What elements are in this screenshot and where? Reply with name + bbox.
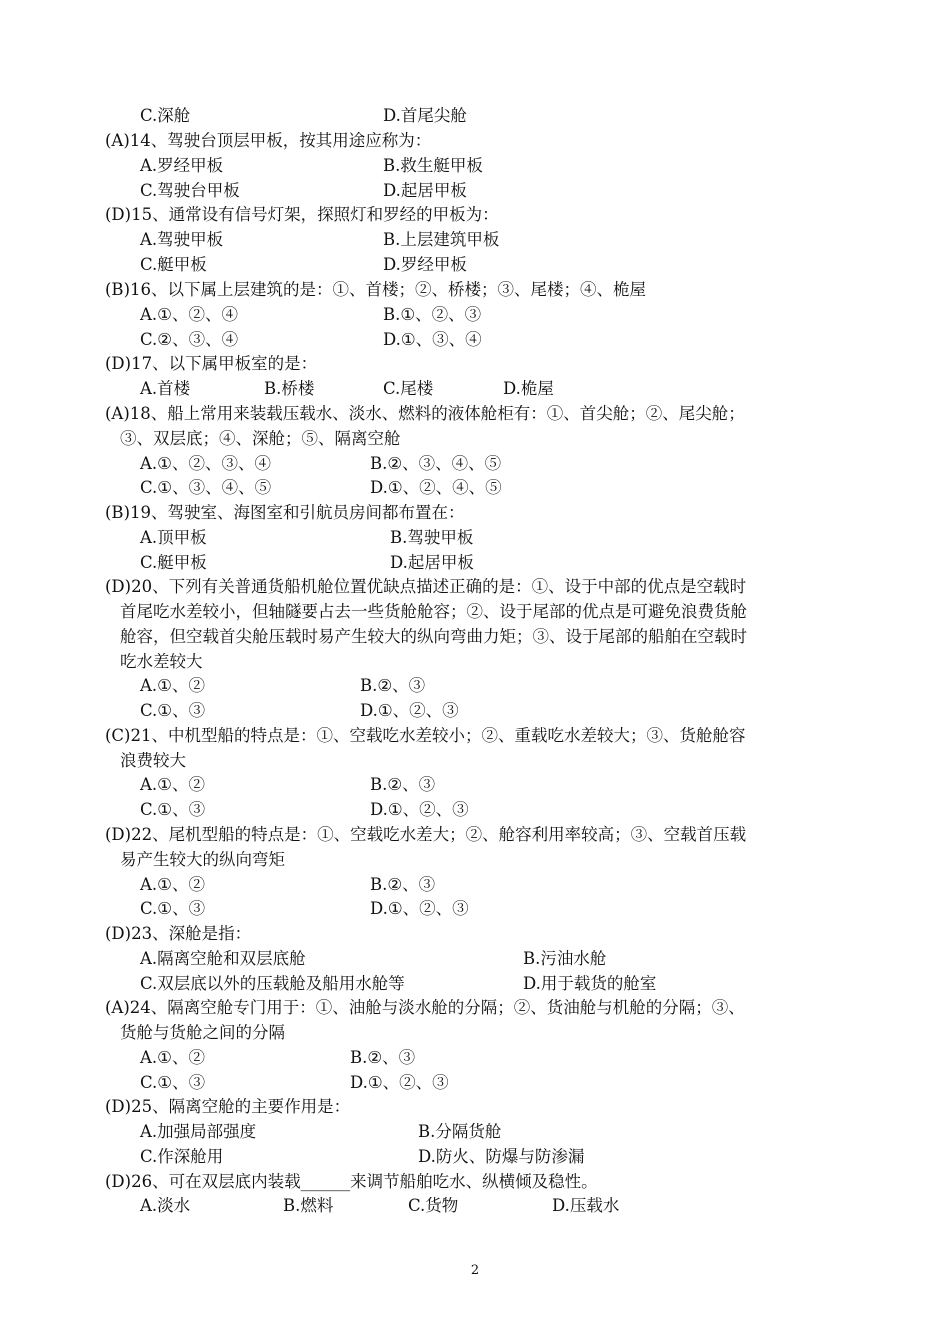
option-c: C.双层底以外的压载舱及船用水舱等 (140, 974, 405, 993)
question-text: 首尾吃水差较小，但轴隧要占去一些货舱舱容；②、设于尾部的优点是可避免浪费货舱 (120, 602, 747, 621)
text-line (0, 476, 950, 501)
option-d: D.用于载货的舱室 (523, 974, 657, 993)
question-text: (D)25、隔离空舱的主要作用是： (105, 1097, 351, 1116)
text-line (0, 328, 950, 353)
text-line (0, 179, 950, 204)
option-c: C.深舱 (140, 106, 191, 125)
question-18 (0, 402, 950, 427)
option-d: D.压载水 (552, 1196, 620, 1215)
option-a: A.①、② (140, 1048, 205, 1067)
text-line (0, 1194, 950, 1219)
option-d: D.防火、防爆与防渗漏 (418, 1147, 585, 1166)
option-c: C.尾楼 (383, 379, 434, 398)
option-a: A.①、②、③、④ (140, 454, 271, 473)
option-b: B.污油水舱 (523, 949, 607, 968)
question-text-continued (0, 1021, 950, 1046)
option-a: A.①、② (140, 775, 205, 794)
question-text: (D)15、通常设有信号灯架，探照灯和罗经的甲板为： (105, 205, 499, 224)
option-c: C.艇甲板 (140, 553, 207, 572)
option-c: C.①、③ (140, 701, 206, 720)
question-text-continued (0, 427, 950, 452)
text-line (0, 1145, 950, 1170)
option-b: B.②、③ (350, 1048, 416, 1067)
text-line (0, 798, 950, 823)
text-line (0, 1071, 950, 1096)
question-text: (D)20、下列有关普通货船机舱位置优缺点描述正确的是：①、设于中部的优点是空载时 (105, 577, 747, 596)
option-b: B.救生艇甲板 (383, 156, 483, 175)
text-line (0, 897, 950, 922)
question-text-continued (0, 600, 950, 625)
question-15 (0, 203, 950, 228)
option-a: A.①、②、④ (140, 305, 238, 324)
option-b: B.②、③ (370, 875, 436, 894)
text-line (0, 972, 950, 997)
option-c: C.①、③ (140, 1073, 206, 1092)
option-b: B.②、③ (370, 775, 436, 794)
question-text: 易产生较大的纵向弯矩 (120, 850, 285, 869)
question-22 (0, 823, 950, 848)
question-23 (0, 922, 950, 947)
option-c: C.①、③ (140, 800, 206, 819)
question-text-continued (0, 625, 950, 650)
text-line (0, 1120, 950, 1145)
text-line (0, 154, 950, 179)
option-a: A.隔离空舱和双层底舱 (140, 949, 306, 968)
text-line (0, 1046, 950, 1071)
option-d: D.首尾尖舱 (383, 106, 467, 125)
text-line (0, 303, 950, 328)
option-b: B.②、③ (360, 676, 426, 695)
option-d: D.起居甲板 (390, 553, 474, 572)
question-text: (A)18、船上常用来装载压载水、淡水、燃料的液体舱柜有：①、首尖舱；②、尾尖舱； (105, 404, 745, 423)
option-d: D.起居甲板 (383, 181, 467, 200)
option-d: D.①、②、③ (360, 701, 459, 720)
option-c: C.①、③ (140, 899, 206, 918)
option-d: D.①、②、④、⑤ (370, 478, 502, 497)
option-c: C.①、③、④、⑤ (140, 478, 272, 497)
question-24 (0, 996, 950, 1021)
question-text: (C)21、中机型船的特点是：①、空载吃水差较小；②、重载吃水差较大；③、货舱舱容 (105, 726, 746, 745)
text-line (0, 104, 950, 129)
question-14 (0, 129, 950, 154)
question-25 (0, 1095, 950, 1120)
question-19 (0, 501, 950, 526)
question-text: 舱容，但空载首尖舱压载时易产生较大的纵向弯曲力矩；③、设于尾部的船舶在空载时 (120, 627, 747, 646)
option-a: A.加强局部强度 (140, 1122, 257, 1141)
option-a: A.首楼 (140, 379, 191, 398)
text-line (0, 253, 950, 278)
question-text: (D)23、深舱是指： (105, 924, 252, 943)
option-c: C.艇甲板 (140, 255, 207, 274)
question-21 (0, 724, 950, 749)
option-b: B.燃料 (283, 1196, 334, 1215)
text-line (0, 377, 950, 402)
option-c: C.驾驶台甲板 (140, 181, 240, 200)
option-b: B.①、②、③ (383, 305, 482, 324)
question-text-continued (0, 848, 950, 873)
text-line (0, 526, 950, 551)
option-d: D.①、②、③ (370, 899, 469, 918)
option-a: A.①、② (140, 676, 205, 695)
text-line (0, 773, 950, 798)
option-d: D.①、②、③ (350, 1073, 449, 1092)
option-a: A.顶甲板 (140, 528, 207, 547)
option-d: D.①、②、③ (370, 800, 469, 819)
question-text: 吃水差较大 (120, 652, 203, 671)
text-line (0, 674, 950, 699)
option-d: D.桅屋 (503, 379, 554, 398)
option-a: A.驾驶甲板 (140, 230, 224, 249)
option-a: A.①、② (140, 875, 205, 894)
question-text-continued (0, 749, 950, 774)
option-b: B.分隔货舱 (418, 1122, 502, 1141)
option-b: B.上层建筑甲板 (383, 230, 500, 249)
question-17 (0, 352, 950, 377)
question-26 (0, 1170, 950, 1195)
option-a: A.罗经甲板 (140, 156, 224, 175)
question-text: (D)22、尾机型船的特点是：①、空载吃水差大；②、舱容利用率较高；③、空载首压载 (105, 825, 747, 844)
text-line (0, 551, 950, 576)
option-a: A.淡水 (140, 1196, 191, 1215)
question-text: 货舱与货舱之间的分隔 (120, 1023, 285, 1042)
text-line (0, 699, 950, 724)
option-b: B.②、③、④、⑤ (370, 454, 502, 473)
question-text: (B)19、驾驶室、海图室和引航员房间都布置在： (105, 503, 465, 522)
question-text: (B)16、以下属上层建筑的是：①、首楼；②、桥楼；③、尾楼；④、桅屋 (105, 280, 646, 299)
question-16 (0, 278, 950, 303)
question-text: (A)24、隔离空舱专门用于：①、油舱与淡水舱的分隔；②、货油舱与机舱的分隔；③、 (105, 998, 745, 1017)
page-number: 2 (470, 1263, 480, 1278)
option-c: C.②、③、④ (140, 330, 239, 349)
question-text: (A)14、驾驶台顶层甲板，按其用途应称为： (105, 131, 432, 150)
question-text: 浪费较大 (120, 751, 186, 770)
text-line (0, 452, 950, 477)
option-c: C.货物 (408, 1196, 459, 1215)
text-line (0, 873, 950, 898)
question-20 (0, 575, 950, 600)
option-b: B.桥楼 (264, 379, 315, 398)
option-b: B.驾驶甲板 (390, 528, 474, 547)
option-c: C.作深舱用 (140, 1147, 224, 1166)
text-line (0, 947, 950, 972)
question-text: (D)17、以下属甲板室的是： (105, 354, 318, 373)
text-line (0, 228, 950, 253)
question-text: (D)26、可在双层底内装载______来调节船舶吃水、纵横倾及稳性。 (105, 1172, 598, 1191)
option-d: D.罗经甲板 (383, 255, 467, 274)
question-text: ③、双层底；④、深舱；⑤、隔离空舱 (120, 429, 401, 448)
option-d: D.①、③、④ (383, 330, 482, 349)
question-text-continued (0, 650, 950, 675)
